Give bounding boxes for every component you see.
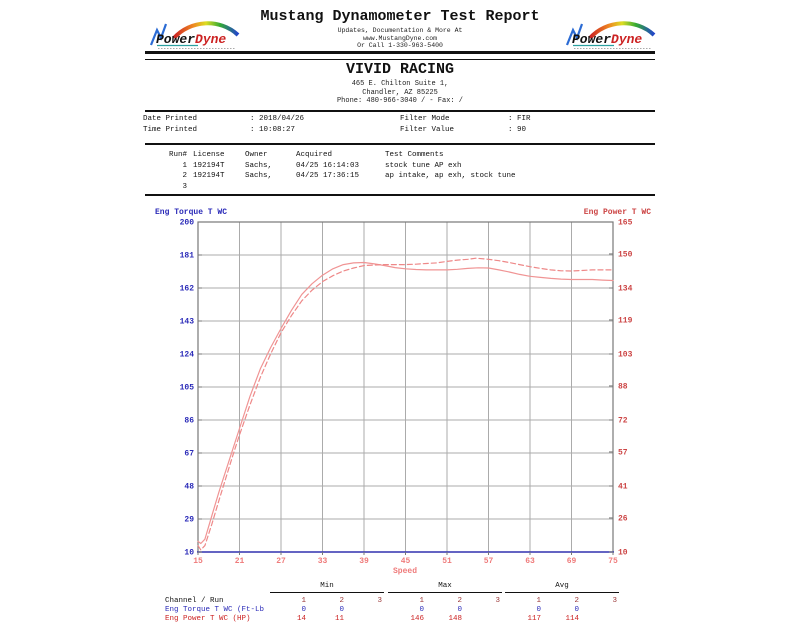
time-printed-value: : 10:08:27 [250,126,296,134]
left-axis-title: Eng Torque T WC [155,208,228,217]
filter-value-label: Filter Value [400,126,455,134]
runs-row-1-cell: stock tune AP exh [385,161,462,170]
summary-run-number: 1 [419,597,424,605]
x-tick-label: 27 [276,557,286,566]
summary-group-underline [388,592,502,593]
divider-thick [145,110,655,112]
runs-row-1-cell: 1 [182,161,187,170]
summary-table [165,580,635,628]
summary-value: 0 [339,606,344,614]
right-tick-label: 134 [618,284,633,294]
date-printed-label: Date Printed [143,115,198,123]
summary-group-underline [505,592,619,593]
x-tick-label: 33 [317,557,328,566]
x-tick-label: 15 [193,557,203,566]
right-tick-label: 88 [618,382,628,392]
right-tick-label: 72 [618,416,628,426]
summary-row-label: Eng Torque T WC (Ft-Lb [165,606,265,614]
left-tick-label: 29 [184,515,194,525]
runs-row-2-cell: ap intake, ap exh, stock tune [385,172,516,180]
shop-name: VIVID RACING [345,61,455,78]
summary-value: 14 [296,615,306,623]
x-tick-label: 75 [608,557,618,566]
x-tick-label: 21 [234,557,245,566]
runs-header-cell: Owner [245,151,268,159]
runs-header-cell: Acquired [296,151,333,159]
summary-value: 11 [334,615,344,623]
x-tick-label: 57 [483,557,494,566]
runs-row-1-cell: 192194T [193,161,225,170]
left-tick-label: 86 [184,416,194,426]
right-tick-label: 103 [618,350,633,360]
divider-thick [145,194,655,196]
left-tick-label: 67 [184,449,194,459]
divider-thick [145,51,655,54]
summary-value: 0 [574,606,579,614]
summary-run-number: 2 [339,597,344,605]
right-axis-title: Eng Power T WC [583,208,651,217]
date-printed-value: : 2018/04/26 [250,115,305,123]
dyno-chart [130,204,670,582]
address-line: Phone: 480-966-3040 / - Fax: / [336,97,464,106]
right-tick-label: 150 [618,250,633,260]
runs-row-3-cell: 3 [182,182,187,191]
subtitle-line: Or Call 1-330-963-5400 [357,42,443,49]
report-subtitles [0,27,800,50]
logo-text: PowerDyne [572,32,643,47]
left-tick-label: 10 [184,548,194,558]
runs-table [165,151,645,195]
left-tick-label: 105 [179,383,194,393]
left-tick-label: 48 [184,482,194,492]
right-tick-label: 165 [618,218,633,228]
summary-group-header: Max [438,582,452,590]
runs-header-cell: Run# [168,151,187,159]
left-tick-label: 124 [179,350,194,360]
x-tick-label: 45 [400,557,411,566]
runs-row-2-cell: 192194T [193,172,225,180]
filter-value-value: : 90 [508,126,527,134]
subtitle-line: www.MustangDyne.com [362,34,438,42]
summary-group-underline [270,592,384,593]
logo-text: PowerDyne [156,32,227,47]
x-tick-label: 51 [442,557,452,566]
right-tick-label: 26 [618,514,628,524]
summary-row-label: Eng Power T WC (HP) [165,615,251,623]
runs-row-1-cell: Sachs, [245,161,273,170]
right-tick-label: 41 [618,482,628,492]
summary-run-number: 1 [536,597,541,605]
shop-address [0,80,800,106]
left-tick-label: 200 [179,218,194,228]
filter-mode-label: Filter Mode [400,115,450,123]
subtitle-line: Updates, Documentation & More At [337,27,463,34]
summary-run-number: 2 [457,597,462,605]
summary-value: 0 [419,606,424,614]
summary-run-number: 3 [377,597,382,605]
runs-row-2-cell: Sachs, [245,172,273,180]
summary-run-number: 1 [301,597,306,605]
left-tick-label: 181 [179,251,194,261]
summary-group-header: Avg [555,582,569,590]
summary-run-number: 2 [574,597,579,605]
left-tick-label: 162 [179,284,194,294]
summary-group-header: Min [320,582,334,590]
left-tick-label: 143 [179,317,194,327]
summary-value: 148 [448,615,462,623]
summary-run-number: 3 [612,597,617,605]
runs-row-2-cell: 04/25 17:36:15 [296,172,360,180]
address-line: 465 E. Chilton Suite 1, [351,80,449,88]
summary-channel-label: Channel / Run [165,597,224,605]
divider-thick [145,143,655,145]
report-title: Mustang Dynamometer Test Report [260,8,540,25]
address-line: Chandler, AZ 85225 [362,88,438,97]
x-tick-label: 63 [525,557,535,566]
summary-value: 114 [565,615,579,623]
runs-header-cell: License [193,151,225,159]
runs-row-1-cell: 04/25 16:14:03 [296,161,360,170]
x-tick-label: 69 [566,557,577,566]
plot-area [180,219,633,567]
divider-thin [145,59,655,60]
summary-run-number: 3 [495,597,500,605]
summary-value: 146 [410,615,424,623]
filter-mode-value: : FIR [508,115,531,123]
right-tick-label: 119 [618,316,633,326]
summary-value: 117 [527,615,541,623]
runs-header-cell: Test Comments [385,151,444,159]
summary-value: 0 [457,606,462,614]
summary-value: 0 [301,606,306,614]
right-tick-label: 10 [618,548,628,558]
time-printed-label: Time Printed [143,126,198,134]
x-tick-label: 39 [359,557,369,566]
x-axis-label: Speed [392,567,418,576]
runs-row-2-cell: 2 [182,172,187,180]
right-tick-label: 57 [618,448,628,458]
summary-value: 0 [536,606,541,614]
